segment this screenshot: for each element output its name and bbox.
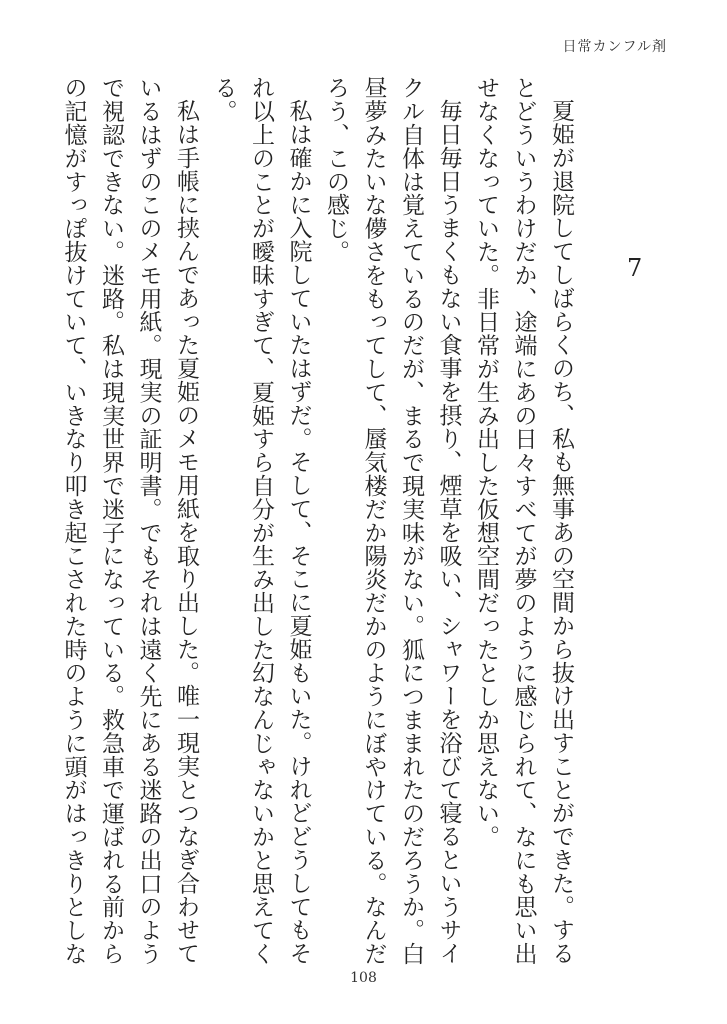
paragraph: 私は確かに入院していたはずだ。そして、そこに夏姫もいた。けれどどうしてもそれ以上のことが曖昧すぎて、夏姫すら自分が生み出した幻なんじゃないかと思えてくる。 [210,76,312,966]
running-header: 日常カンフル剤 [562,39,667,55]
body-text [54,76,579,970]
chapter-number: 7 [627,254,643,282]
paragraph: 毎日毎日うまくもない食事を摂り、煙草を吸い、シャワーを浴びて寝るというサイクル自体は覚えているのだが、まるで現実味がない。狐につままれたのだろうか。白昼夢みたいな儚さをもってして、蜃気楼だか陽炎だかのようにぼやけている。なんだろう、この感じ。 [323,76,462,966]
paragraph: 私は手帳に挟んであった夏姫のメモ用紙を取り出した。唯一現実とつなぎ合わせているはずのこのメモ用紙。現実の証明書。でもそれは遠く先にある迷路の出口のようで視認できない。迷路。私は現実世界で迷子になっている。救急車で運ばれる前からの記憶がすっぽ抜けていて、いきなり叩き起こされた時のように頭がはっきりとしな [60,76,199,966]
paragraph: 夏姫が退院してしばらくのち、私も無事あの空間から抜け出すことができた。するとどういうわけだか、途端にあの日々すべてが夢のように感じられて、なにも思い出せなくなっていた。非日常が生み出した仮想空間だったとしか思えない。 [473,76,574,966]
page-number: 108 [350,970,377,986]
